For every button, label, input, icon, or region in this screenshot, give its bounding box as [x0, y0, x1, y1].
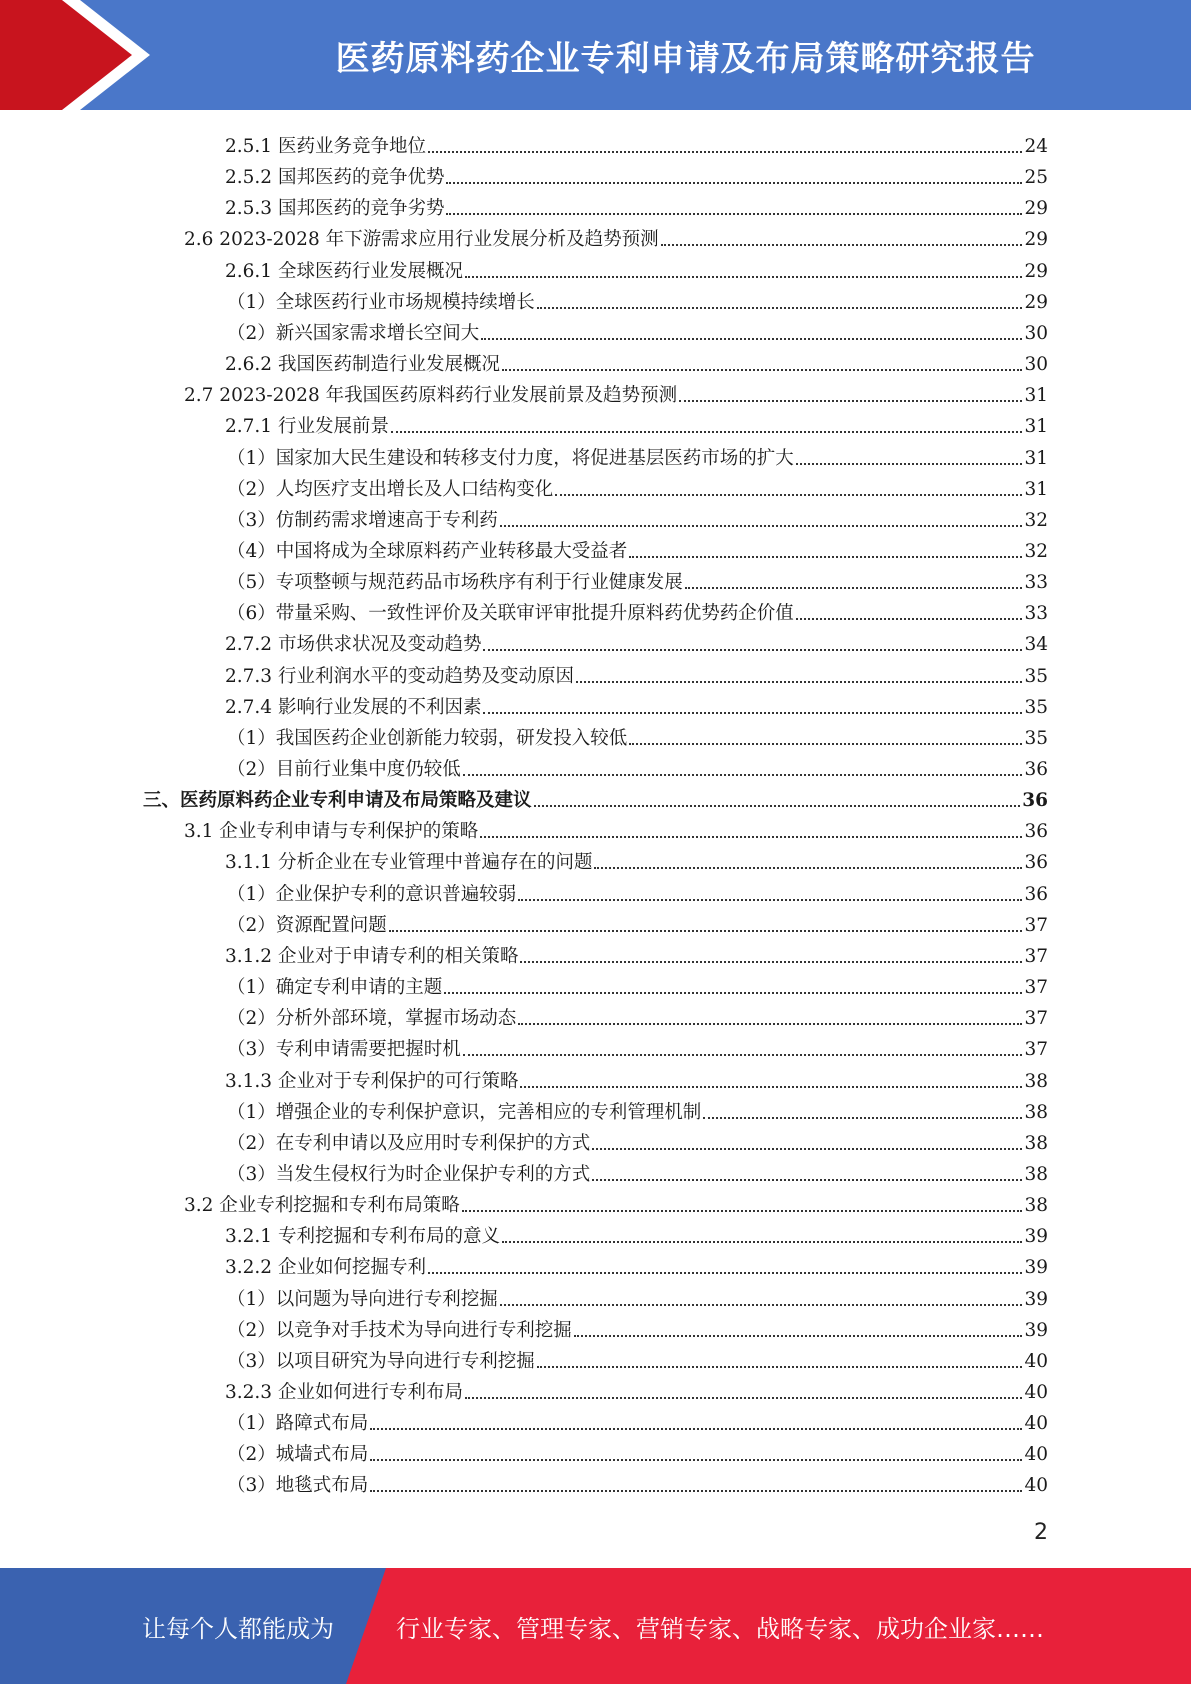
toc-entry-label: 3.1.3 企业对于专利保护的可行策略: [225, 1070, 519, 1092]
toc-entry-page: 35: [1024, 727, 1048, 749]
toc-entry-label: （2）以竞争对手技术为导向进行专利挖掘: [227, 1319, 572, 1341]
toc-entry-label: （1）我国医药企业创新能力较弱，研发投入较低: [227, 727, 628, 749]
toc-dot-leader: [483, 711, 1022, 714]
toc-dot-leader: [629, 742, 1022, 745]
toc-entry-label: （2）目前行业集中度仍较低: [227, 759, 461, 780]
toc-entry-label: 三、医药原料药企业专利申请及布局策略及建议: [143, 790, 532, 812]
toc-entry[interactable]: [143, 781, 1048, 812]
toc-entry-page: 36: [1024, 759, 1048, 780]
toc-dot-leader: [481, 337, 1022, 340]
toc-entry-page: 35: [1024, 665, 1048, 687]
toc-entry-page: 32: [1024, 509, 1048, 531]
toc-entry[interactable]: [227, 563, 1048, 594]
toc-dot-leader: [462, 1209, 1023, 1212]
toc-entry-label: （1）全球医药行业市场规模持续增长: [227, 291, 535, 313]
toc-entry-page: 37: [1024, 1008, 1048, 1030]
toc-entry[interactable]: [227, 875, 1048, 906]
toc-entry-label: （3）仿制药需求增速高于专利药: [227, 509, 498, 531]
toc-entry[interactable]: [227, 906, 1048, 937]
toc-entry[interactable]: [227, 314, 1048, 345]
toc-entry-label: （1）确定专利申请的主题: [227, 977, 443, 999]
toc-dot-leader: [592, 1147, 1022, 1150]
toc-entry-page: 40: [1024, 1475, 1048, 1497]
toc-entry[interactable]: [227, 968, 1048, 999]
toc-dot-leader: [555, 493, 1022, 496]
toc-entry[interactable]: [225, 407, 1048, 438]
toc-dot-leader: [518, 898, 1022, 901]
toc-entry-page: 32: [1024, 540, 1048, 562]
toc-entry-label: 2.6 2023-2028 年下游需求应用行业发展分析及趋势预测: [184, 229, 659, 251]
toc-entry-page: 38: [1024, 1101, 1048, 1123]
toc-dot-leader: [661, 243, 1023, 246]
toc-entry[interactable]: [227, 1030, 1048, 1061]
toc-entry[interactable]: [184, 1186, 1048, 1217]
toc-dot-leader: [428, 1271, 1022, 1274]
toc-dot-leader: [391, 430, 1022, 433]
toc-dot-leader: [446, 212, 1022, 215]
toc-entry[interactable]: [227, 594, 1048, 625]
toc-dot-leader: [576, 680, 1022, 683]
toc-entry[interactable]: [227, 750, 1048, 781]
toc-entry-page: 31: [1024, 416, 1048, 438]
toc-dot-leader: [463, 773, 1023, 776]
footer-slogan-right: 行业专家、管理专家、营销专家、战略专家、成功企业家……: [396, 1614, 1044, 1643]
toc-entry-label: （1）以问题为导向进行专利挖掘: [227, 1288, 498, 1310]
toc-entry-label: （1）增强企业的专利保护意识，完善相应的专利管理机制: [227, 1101, 702, 1123]
toc-entry-page: 30: [1024, 322, 1048, 344]
toc-entry-label: （1）企业保护专利的意识普遍较弱: [227, 883, 517, 905]
toc-dot-leader: [389, 929, 1023, 932]
toc-entry-page: 39: [1024, 1257, 1048, 1279]
toc-dot-leader: [520, 1085, 1022, 1088]
page-header: [0, 0, 1191, 110]
toc-entry[interactable]: [227, 1404, 1048, 1435]
toc-entry[interactable]: [225, 1062, 1048, 1093]
toc-dot-leader: [370, 1489, 1022, 1492]
toc-entry-label: 3.1 企业专利申请与专利保护的策略: [184, 821, 479, 843]
toc-entry[interactable]: [227, 470, 1048, 501]
toc-dot-leader: [480, 835, 1022, 838]
toc-entry[interactable]: [184, 812, 1048, 843]
toc-entry[interactable]: [225, 843, 1048, 874]
toc-dot-leader: [629, 555, 1022, 558]
toc-entry[interactable]: [225, 252, 1048, 283]
toc-entry-page: 31: [1024, 447, 1048, 469]
toc-entry-label: （2）人均医疗支出增长及人口结构变化: [227, 478, 554, 500]
toc-entry-page: 36: [1024, 821, 1048, 843]
toc-entry-page: 38: [1024, 1163, 1048, 1185]
toc-entry-label: （2）新兴国家需求增长空间大: [227, 322, 480, 344]
toc-entry[interactable]: [225, 189, 1048, 220]
toc-entry[interactable]: [225, 1217, 1048, 1248]
toc-entry[interactable]: [225, 657, 1048, 688]
toc-entry-page: 39: [1024, 1226, 1048, 1248]
toc-entry-label: 3.2.3 企业如何进行专利布局: [225, 1382, 463, 1403]
toc-dot-leader: [465, 1396, 1022, 1399]
toc-entry-label: 2.5.3 国邦医药的竞争劣势: [225, 198, 445, 220]
toc-entry-label: （6）带量采购、一致性评价及关联审评审批提升原料药优势药企价值: [227, 603, 794, 625]
toc-entry-label: （3）地毯式布局: [227, 1475, 369, 1497]
toc-entry-label: 2.7 2023-2028 年我国医药原料药行业发展前景及趋势预测: [184, 385, 678, 407]
toc-dot-leader: [370, 1427, 1022, 1430]
page-footer: [0, 1568, 1191, 1684]
toc-dot-leader: [592, 1178, 1022, 1181]
toc-dot-leader: [685, 586, 1023, 589]
toc-entry-label: 2.5.2 国邦医药的竞争优势: [225, 167, 445, 189]
toc-entry-page: 29: [1024, 291, 1048, 313]
toc-entry[interactable]: [227, 1466, 1048, 1497]
toc-entry-label: 3.1.2 企业对于申请专利的相关策略: [225, 945, 519, 967]
toc-dot-leader: [444, 991, 1022, 994]
toc-entry-page: 31: [1024, 478, 1048, 500]
toc-entry-page: 39: [1024, 1319, 1048, 1341]
toc-entry-page: 37: [1024, 945, 1048, 967]
toc-entry[interactable]: [227, 439, 1048, 470]
toc-entry-page: 38: [1024, 1070, 1048, 1092]
toc-dot-leader: [463, 1053, 1023, 1056]
toc-dot-leader: [500, 1303, 1023, 1306]
toc-entry[interactable]: [225, 158, 1048, 189]
toc-entry-page: 40: [1024, 1413, 1048, 1435]
toc-entry[interactable]: [184, 220, 1048, 251]
toc-dot-leader: [537, 1365, 1023, 1368]
toc-dot-leader: [796, 617, 1023, 620]
toc-entry-page: 29: [1024, 260, 1048, 282]
toc-entry[interactable]: [225, 127, 1048, 158]
toc-entry[interactable]: [225, 625, 1048, 656]
toc-dot-leader: [502, 368, 1022, 371]
toc-entry-page: 24: [1024, 136, 1048, 157]
toc-entry[interactable]: [227, 1342, 1048, 1373]
toc-entry[interactable]: [225, 937, 1048, 968]
toc-entry-label: （2）城墙式布局: [227, 1444, 369, 1466]
toc-entry-label: 2.6.1 全球医药行业发展概况: [225, 260, 463, 282]
toc-dot-leader: [465, 275, 1022, 278]
toc-entry-page: 40: [1024, 1350, 1048, 1372]
toc-entry-label: 2.7.1 行业发展前景: [225, 416, 389, 438]
toc-entry[interactable]: [227, 719, 1048, 750]
toc-entry-page: 29: [1024, 198, 1048, 220]
toc-dot-leader: [370, 1458, 1022, 1461]
toc-entry-label: 2.6.2 我国医药制造行业发展概况: [225, 354, 500, 376]
toc-entry[interactable]: [225, 1373, 1048, 1404]
page-number: 2: [1034, 1520, 1048, 1545]
toc-entry[interactable]: [227, 532, 1048, 563]
toc-dot-leader: [518, 1022, 1022, 1025]
toc-entry-label: 2.7.4 影响行业发展的不利因素: [225, 696, 482, 718]
toc-entry-page: 33: [1024, 572, 1048, 594]
toc-entry-label: （5）专项整顿与规范药品市场秩序有利于行业健康发展: [227, 572, 683, 594]
toc-entry-label: （4）中国将成为全球原料药产业转移最大受益者: [227, 540, 628, 562]
footer-slogan-left: 让每个人都能成为: [142, 1614, 334, 1643]
toc-entry-page: 40: [1024, 1382, 1048, 1403]
toc-entry-page: 37: [1024, 1039, 1048, 1061]
toc-entry-page: 25: [1024, 167, 1048, 189]
toc-entry-page: 36: [1022, 790, 1048, 812]
toc-entry[interactable]: [227, 1311, 1048, 1342]
toc-dot-leader: [537, 306, 1023, 309]
toc-dot-leader: [703, 1116, 1022, 1119]
toc-entry-label: （1）国家加大民生建设和转移支付力度，将促进基层医药市场的扩大: [227, 447, 794, 469]
toc-entry[interactable]: [227, 1093, 1048, 1124]
toc-entry-label: 3.2.1 专利挖掘和专利布局的意义: [225, 1226, 500, 1248]
toc-entry[interactable]: [227, 999, 1048, 1030]
toc-entry-page: 29: [1024, 229, 1048, 251]
toc-entry[interactable]: [227, 1435, 1048, 1466]
toc-dot-leader: [796, 462, 1023, 465]
toc-entry-label: 3.1.1 分析企业在专业管理中普遍存在的问题: [225, 852, 593, 874]
toc-entry[interactable]: [225, 688, 1048, 719]
toc-entry-label: （2）在专利申请以及应用时专利保护的方式: [227, 1132, 591, 1154]
toc-entry-page: 34: [1024, 634, 1048, 656]
toc-entry[interactable]: [227, 1280, 1048, 1311]
toc-entry[interactable]: [227, 1124, 1048, 1155]
toc-entry[interactable]: [184, 376, 1048, 407]
toc-dot-leader: [679, 399, 1022, 402]
toc-entry-page: 35: [1024, 696, 1048, 718]
toc-dot-leader: [502, 1240, 1022, 1243]
toc-entry[interactable]: [225, 1248, 1048, 1279]
toc-entry-page: 39: [1024, 1288, 1048, 1310]
toc-entry-page: 30: [1024, 354, 1048, 376]
toc-entry-label: 2.7.3 行业利润水平的变动趋势及变动原因: [225, 665, 574, 687]
toc-entry-label: （2）资源配置问题: [227, 914, 387, 936]
toc-entry-label: 3.2 企业专利挖掘和专利布局策略: [184, 1195, 460, 1217]
toc-entry-page: 38: [1024, 1195, 1048, 1217]
toc-entry-label: 2.7.2 市场供求状况及变动趋势: [225, 634, 482, 656]
toc-entry-page: 36: [1024, 883, 1048, 905]
toc-entry[interactable]: [227, 283, 1048, 314]
report-title: 医药原料药企业专利申请及布局策略研究报告: [335, 38, 1036, 79]
toc-dot-leader: [428, 150, 1022, 153]
toc-dot-leader: [574, 1334, 1023, 1337]
toc-entry-label: （2）分析外部环境，掌握市场动态: [227, 1008, 517, 1030]
toc-entry-page: 40: [1024, 1444, 1048, 1466]
toc-entry-label: 3.2.2 企业如何挖掘专利: [225, 1257, 426, 1279]
toc-entry-page: 38: [1024, 1132, 1048, 1154]
toc-entry[interactable]: [227, 501, 1048, 532]
toc-entry-label: （3）专利申请需要把握时机: [227, 1039, 461, 1061]
toc-entry-page: 36: [1024, 852, 1048, 874]
toc-dot-leader: [446, 181, 1022, 184]
toc-dot-leader: [520, 960, 1022, 963]
toc-entry-page: 37: [1024, 977, 1048, 999]
toc-dot-leader: [534, 804, 1021, 807]
toc-entry-label: （3）以项目研究为导向进行专利挖掘: [227, 1350, 535, 1372]
toc-entry-page: 31: [1024, 385, 1048, 407]
toc-entry-label: （3）当发生侵权行为时企业保护专利的方式: [227, 1163, 591, 1185]
toc-entry[interactable]: [227, 1155, 1048, 1186]
toc-entry[interactable]: [225, 345, 1048, 376]
toc-entry-page: 37: [1024, 914, 1048, 936]
toc-entry-label: 2.5.1 医药业务竞争地位: [225, 136, 426, 157]
toc-entry-page: 33: [1024, 603, 1048, 625]
toc-entry-label: （1）路障式布局: [227, 1413, 369, 1435]
toc-dot-leader: [594, 866, 1022, 869]
toc-dot-leader: [483, 648, 1022, 651]
toc-dot-leader: [500, 524, 1023, 527]
